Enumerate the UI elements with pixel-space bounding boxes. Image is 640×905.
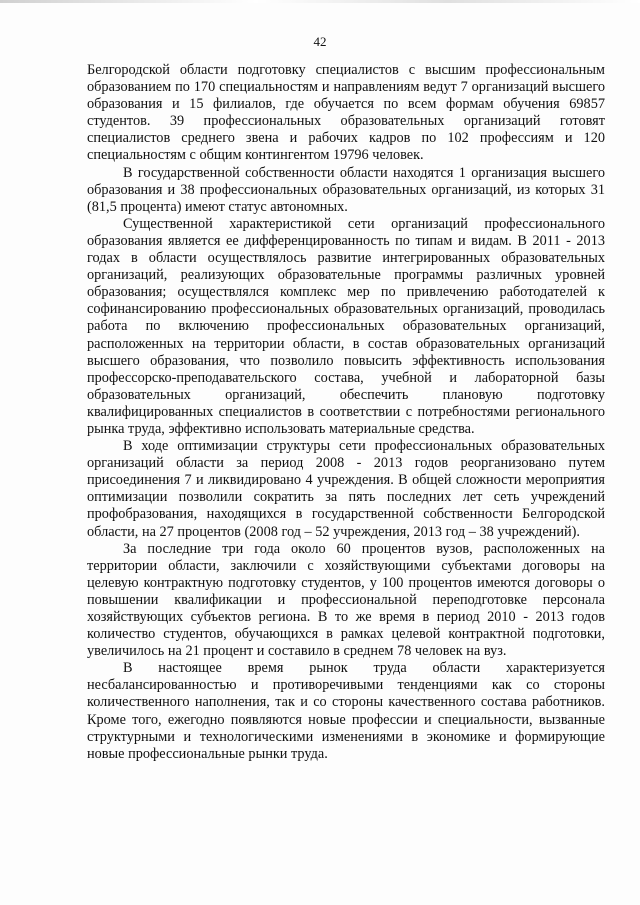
paragraph-3: Существенной характеристикой сети организаций профессионального образования является ее дифференцированность по типам и видам. В 2011 - 2013 годах в области осуществлялось развитие интегрированных образовательных организаций, реализующих образовательные программы различных уровней образования; осуществлялся комплекс мер по привлечению работодателей к софинансированию профессиональных образовательных организаций, проводилась работа по включению профессиональных образовательных организаций, расположенных на территории области, в состав образовательных организаций высшего образования, что позволило повысить эффективность использования профессорско-преподавательского состава, учебной и лабораторной базы образовательных организаций, обеспечить плановую подготовку квалифицированных специалистов в соответствии с потребностями регионального рынка труда, эффективно использовать материальные средства. — [87, 215, 605, 437]
paragraph-5: За последние три года около 60 процентов вузов, расположенных на территории области, заключили с хозяйствующими субъектами договоры на целевую контрактную подготовку студентов, у 100 процентов имеются договоры о повышении квалификации и профессиональной переподготовке персонала хозяйствующих субъектов региона. В то же время в период 2010 - 2013 годов количество студентов, обучающихся в рамках целевой контрактной подготовки, увеличилось на 21 процент и составило в среднем 78 человек на вуз. — [87, 540, 605, 660]
paragraph-2: В государственной собственности области находятся 1 организация высшего образования и 38 профессиональных образовательных организаций, из которых 31 (81,5 процента) имеют статус автономных. — [87, 164, 605, 215]
page-number: 42 — [313, 34, 327, 49]
scan-edge-shadow — [0, 0, 640, 3]
document-body — [87, 62, 605, 763]
paragraph-4: В ходе оптимизации структуры сети профессиональных образовательных организаций области за период 2008 - 2013 годов реорганизовано путем присоединения 7 и ликвидировано 4 учреждения. В общей сложности мероприятия оптимизации позволили сократить за пять последних лет сеть учреждений профобразования, находящихся в государственной собственности Белгородской области, на 27 процентов (2008 год – 52 учреждения, 2013 год – 38 учреждений). — [87, 438, 605, 540]
paragraph-6: В настоящее время рынок труда области характеризуется несбалансированностью и противоречивыми тенденциями как со стороны количественного наполнения, так и со стороны качественного состава работников. Кроме того, ежегодно появляются новые профессии и специальности, вызванные структурными и технологическими изменениями в экономике и формирующие новые профессиональные рынки труда. — [87, 660, 605, 762]
paragraph-1: Белгородской области подготовку специалистов с высшим профессиональным образованием по 170 специальностям и направлениям ведут 7 организаций высшего образования и 15 филиалов, где обучается по всем формам обучения 69857 студентов. 39 профессиональных образовательных организаций готовят специалистов среднего звена и рабочих кадров по 102 профессиям и 120 специальностям с общим контингентом 19796 человек. — [87, 62, 605, 164]
